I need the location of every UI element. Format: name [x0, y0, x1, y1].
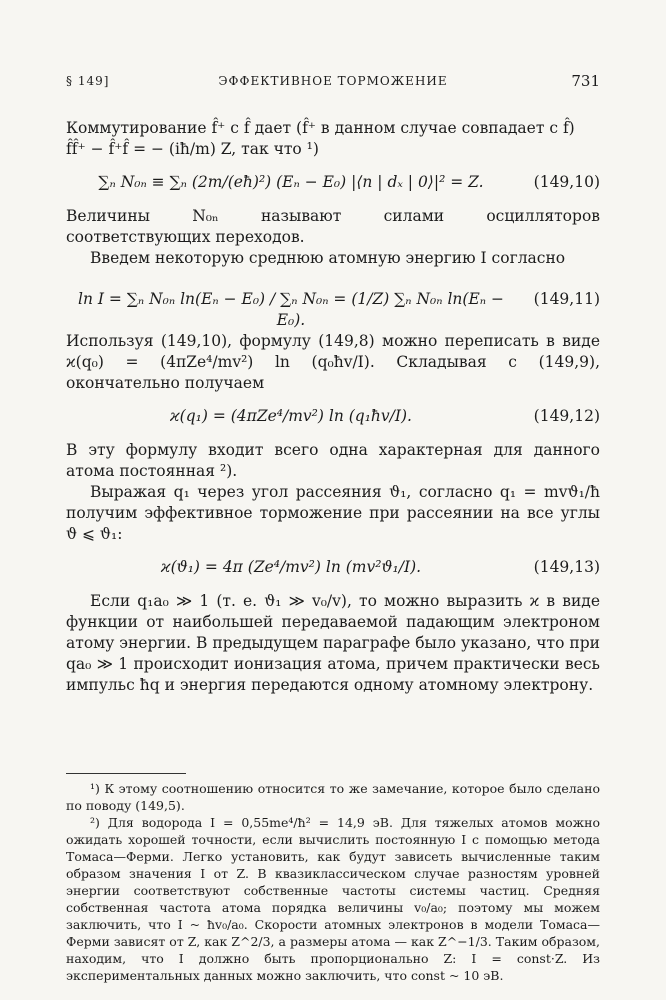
footnote-divider [66, 773, 186, 774]
footnote-1: ¹) К этому соотношению относится то же замечание, которое было сделано по поводу (149,5). [66, 781, 600, 813]
paragraph: В эту формулу входит всего одна характерная для данного атома постоянная ²). [66, 441, 600, 480]
paragraph: Введем некоторую среднюю атомную энергию I согласно [90, 249, 566, 267]
running-header [66, 74, 600, 94]
paragraph: Коммутирование f̂⁺ с f̂ дает (f̂⁺ в данном случае совпадает с f̂) [66, 119, 575, 137]
footnotes [66, 780, 600, 984]
equation-number: (149,10) [533, 173, 600, 191]
equation-number: (149,13) [533, 558, 600, 576]
chapter-title: ЭФФЕКТИВНОЕ ТОРМОЖЕНИЕ [218, 74, 448, 88]
page-number: 731 [571, 72, 600, 90]
equation-149-13 [66, 545, 600, 591]
equation-formula: ∑ₙ N₀ₙ ≡ ∑ₙ (2m/(eħ)²) (Eₙ − E₀) |⟨n | dₓ | 0⟩|² = Z. [98, 173, 484, 191]
footnote-2: ²) Для водорода I = 0,55me⁴/ħ² = 14,9 эВ. Для тяжелых атомов можно ожидать хорошей точности, если вычислить постоянную I с помощью метода Томаса—Ферми. Легко установить, как будут зависеть вычисленные таким образом значения I от Z. В квазиклассическом случае разностям уровней энергии соответствуют собственные частоты системы частиц. Средняя собственная частота атома порядка величины v₀/a₀; поэтому мы можем заключить, что I ~ ħv₀/a₀. Скорости атомных электронов в модели Томаса—Ферми зависят от Z, как Z^2/3, а размеры атома — как Z^−1/3. Таким образом, находим, что I должно быть пропорционально Z: I = const·Z. Из экспериментальных данных можно заключить, что const ~ 10 эВ. [66, 815, 600, 983]
section-number: § 149] [66, 74, 110, 88]
main-text [66, 118, 600, 696]
paragraph: f̂f̂⁺ − f̂⁺f̂ = − (iħ/m) Z, так что ¹) [66, 140, 319, 158]
equation-number: (149,11) [533, 290, 600, 308]
paragraph: Используя (149,10), формулу (149,8) можно переписать в виде ϰ(q₀) = (4πZe⁴/mv²) ln (q₀ħv/I). Складывая с (149,9), окончательно получаем [66, 332, 600, 392]
equation-149-10 [66, 160, 600, 206]
equation-formula: ϰ(ϑ₁) = 4π (Ze⁴/mv²) ln (mv²ϑ₁/I). [160, 558, 422, 576]
equation-formula: ϰ(q₁) = (4πZe⁴/mv²) ln (q₁ħv/I). [170, 407, 412, 425]
paragraph: Величины N₀ₙ называют силами осцилляторов соответствующих переходов. [66, 207, 600, 246]
equation-formula: ln I = ∑ₙ N₀ₙ ln(Eₙ − E₀) / ∑ₙ N₀ₙ = (1/Z) ∑ₙ N₀ₙ ln(Eₙ − E₀). [78, 290, 504, 329]
paragraph: Выражая q₁ через угол рассеяния ϑ₁, согласно q₁ = mvϑ₁/ħ получим эффективное торможение при рассеянии на все углы ϑ ⩽ ϑ₁: [66, 483, 600, 543]
paragraph: Если q₁a₀ ≫ 1 (т. е. ϑ₁ ≫ v₀/v), то можно выразить ϰ в виде функции от наибольшей передаваемой падающим электроном атому энергии. В предыдущем параграфе было указано, что при qa₀ ≫ 1 происходит ионизация атома, причем практически весь импульс ħq и энергия передаются одному атомному электрону. [66, 592, 600, 694]
equation-149-11 [66, 269, 600, 331]
equation-149-12 [66, 394, 600, 440]
equation-number: (149,12) [533, 407, 600, 425]
